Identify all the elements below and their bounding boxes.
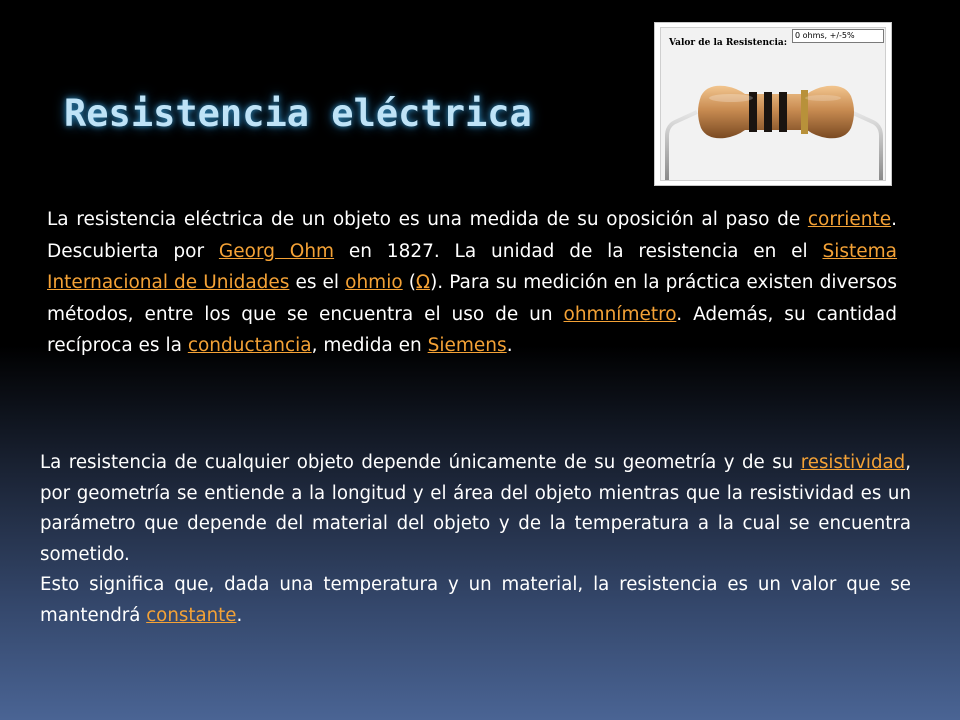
link-omega[interactable]: Ω: [415, 272, 431, 293]
resistance-definition-paragraph: [47, 204, 897, 362]
paragraph-text: La resistencia de cualquier objeto depende únicamente de su geometría y de su: [40, 452, 801, 473]
link-sistema-internacional[interactable]: Sistema Internacional de Unidades: [47, 240, 897, 293]
paragraph-text: es el: [289, 272, 346, 293]
resistor-image: [654, 22, 892, 186]
paragraph-text: .: [506, 335, 513, 356]
link-conductancia[interactable]: conductancia: [187, 335, 312, 356]
link-ohmnimetro[interactable]: ohmnímetro: [563, 303, 677, 325]
link-constante[interactable]: constante: [146, 604, 237, 626]
resistor-panel: [660, 27, 886, 181]
link-corriente[interactable]: corriente: [807, 209, 892, 230]
paragraph-text: ). Para su medición en la práctica existen diversos métodos, entre los que se encuentra el uso de un: [47, 272, 897, 325]
link-siemens[interactable]: Siemens: [427, 335, 507, 356]
paragraph-text: .: [236, 604, 243, 626]
paragraph-text: La resistencia eléctrica de un objeto es una medida de su oposición al paso de: [47, 209, 808, 230]
geometry-paragraph: [40, 448, 911, 570]
paragraph-text: . Además, su cantidad recíproca es la: [47, 303, 898, 356]
link-resistividad[interactable]: resistividad: [800, 452, 906, 473]
paragraph-text: , por geometría se entiende a la longitud y el área del objeto mientras que la resistividad es un parámetro que depende del material del objeto y de la temperatura a la cual se encuentra sometido.: [40, 452, 911, 565]
resistance-value-label: Valor de la Resistencia:: [669, 38, 788, 48]
paragraph-text: en 1827. La unidad de la resistencia en el: [334, 240, 823, 262]
slide-title: Resistencia eléctrica: [64, 92, 532, 135]
paragraph-text: Esto significa que, dada una temperatura y un material, la resistencia es un valor que se mantendrá: [40, 574, 911, 626]
link-georg-ohm[interactable]: Georg Ohm: [218, 240, 335, 262]
paragraph-text: (: [402, 272, 416, 293]
constant-paragraph: [40, 570, 911, 631]
resistance-value-field: 0 ohms, +/-5%: [792, 29, 884, 43]
paragraph-text: . Descubierta por: [47, 209, 897, 262]
link-ohmio[interactable]: ohmio: [345, 272, 403, 293]
resistor-icon: [661, 56, 887, 180]
paragraph-text: , medida en: [311, 335, 428, 356]
geometry-text-block: [40, 448, 911, 631]
